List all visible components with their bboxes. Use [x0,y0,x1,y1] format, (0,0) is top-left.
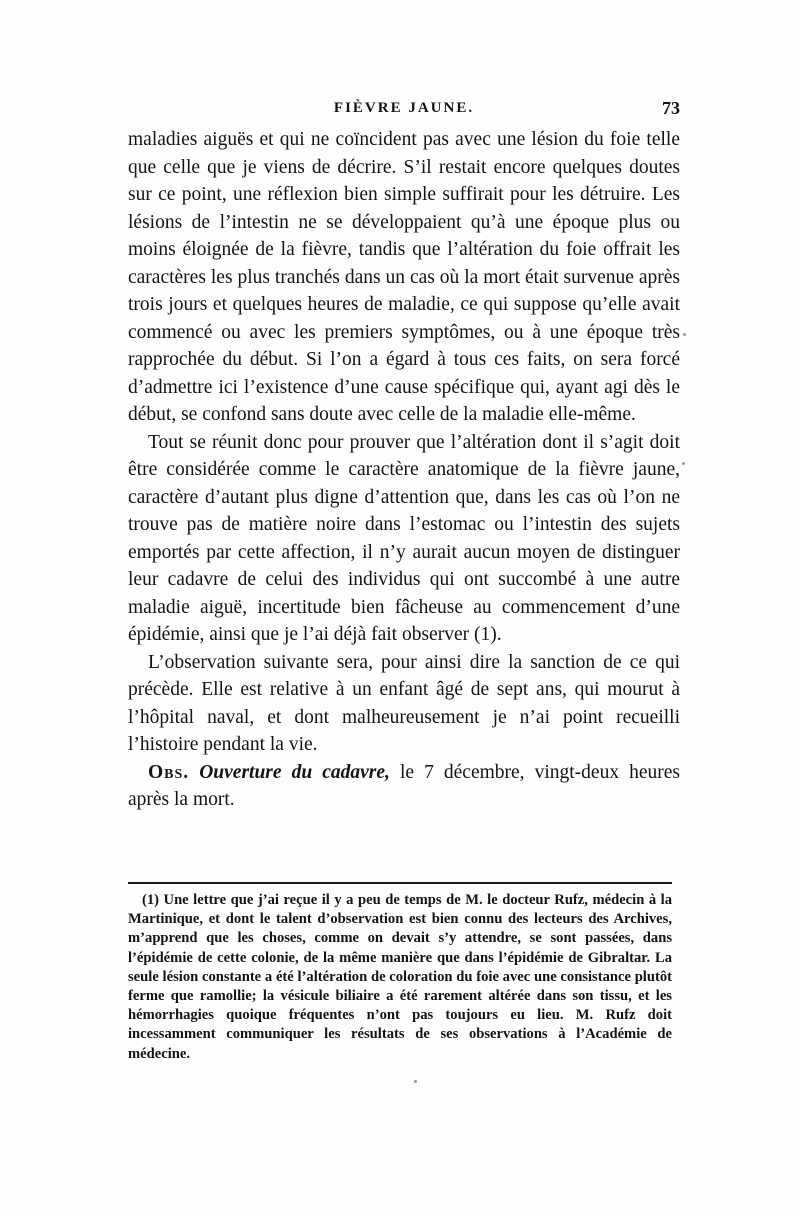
running-head [128,100,680,122]
paragraph-following-observation: L’observation suivante sera, pour ainsi dire la sanction de ce qui précède. Elle est relative à un enfant âgé de sept ans, qui mourut à l’hôpital naval, et dont malheureusement je n’ai point recueilli l’histoire pendant la vie. [128,651,680,755]
main-text [128,126,680,814]
paragraph-anatomical-character: Tout se réunit donc pour prouver que l’altération dont il s’agit doit être considérée comme le caractère anatomique de la fièvre jaune, caractère d’autant plus digne d’attention que, dans les cas où l’on ne trouve pas de matière noire dans l’estomac ou l’intestin des sujets emportés par cette affection, il n’y aurait aucun moyen de distinguer leur cadavre de celui des individus qui ont succombé à une autre maladie aiguë, incertitude bien fâcheuse au commencement d’une épidémie, ainsi que je l’ai déjà fait observer (1). [128,431,680,645]
paragraph-continuation: maladies aiguës et qui ne coïncident pas avec une lésion du foie telle que celle que je viens de décrire. S’il restait encore quelques doutes sur ce point, une réflexion bien simple suffirait pour les détruire. Les lésions de l’intestin ne se développaient qu’à une époque plus ou moins éloignée de la fièvre, tandis que l’altération du foie offrait les caractères les plus tranchés dans un cas où la mort était survenue après trois jours et quelques heures de maladie, ce qui suppose qu’elle avait commencé ou avec les premiers symptômes, ou à une époque très rapprochée du début. Si l’on a égard à tous ces faits, on sera forcé d’admettre ici l’existence d’une cause spécifique qui, ayant agi dès le début, se confond sans doute avec celle de la maladie elle-même. [128,129,680,425]
print-speck [683,333,686,336]
observation-heading [128,759,680,814]
observation-title: Ouverture du cadavre, [199,761,390,783]
observation-text: le 7 décembre, vingt-deux heures après la mort. [128,761,681,810]
observation-label: Obs. [148,761,190,783]
page-number: 73 [662,98,680,118]
running-title: FIÈVRE JAUNE. [333,100,475,116]
footnote-rule [128,882,672,884]
print-speck [414,1080,417,1083]
print-speck [682,462,685,465]
footnote [128,891,672,1064]
footnote-text: (1) Une lettre que j’ai reçue il y a peu de temps de M. le docteur Rufz, médecin à la Martinique, et dont le talent d’observation est bien connu des lecteurs des Archives, m’apprend que les choses, comme on devait s’y attendre, se sont passées, dans l’épidémie de cette colonie, de la même manière que dans l’épidémie de Gibraltar. La seule lésion constante a été l’altération de coloration du foie avec une consistance plutôt ferme que ramollie; la vésicule biliaire a été rarement altérée dans son tissu, et les hémorrhagies quoique fréquentes n’ont pas toujours eu lieu. M. Rufz doit incessamment communiquer les résultats de ses observations à l’Académie de médecine. [128,892,672,1062]
